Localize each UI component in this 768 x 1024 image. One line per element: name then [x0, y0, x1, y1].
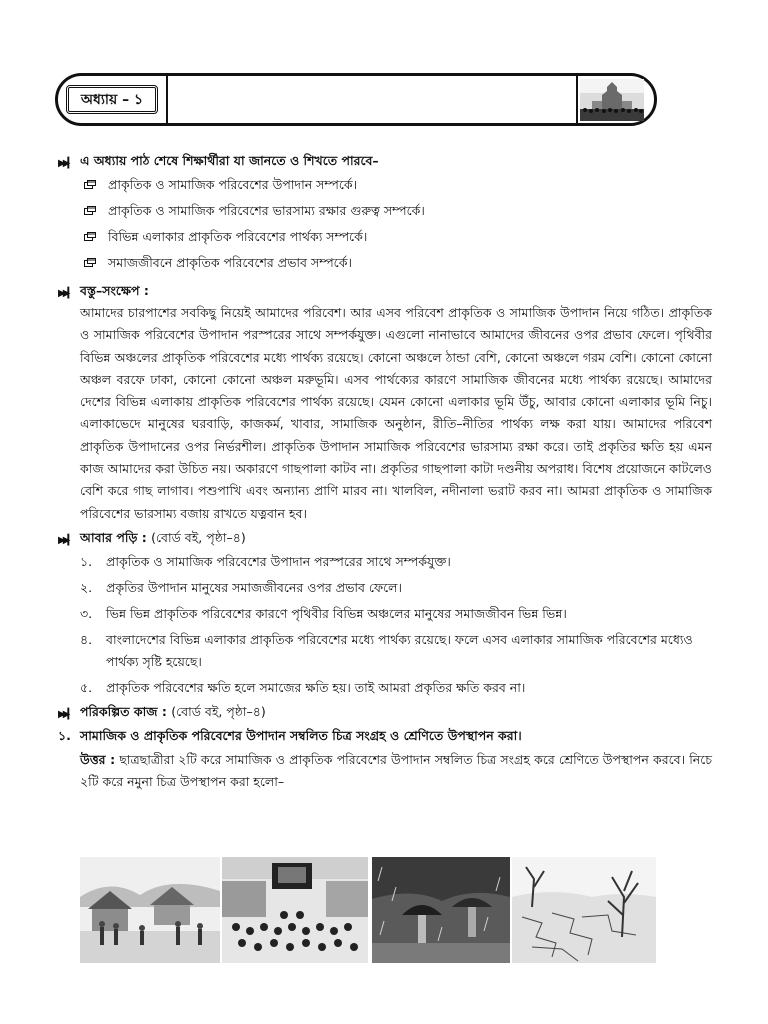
dry-land-image [512, 857, 656, 963]
gathering-scene-image [222, 857, 368, 963]
rain-scene-image [372, 857, 510, 963]
answer-text: ছাত্রছাত্রীরা ২টি করে সামাজিক ও প্রাকৃতিক পরিবেশের উপাদান সম্বলিত চিত্র সংগ্রহ করে শ্রেণিতে উপস্থাপন করবে। নিচে ২টি করে নমুনা চিত্র উপস্থাপন করা হলো– [80, 751, 712, 789]
list-item [58, 549, 712, 575]
question [58, 723, 712, 749]
item-number: ৫. [80, 679, 93, 695]
reread-list [58, 549, 712, 701]
summary-heading-text: বস্তু–সংক্ষেপ : [80, 283, 149, 298]
window-icon [84, 206, 96, 215]
item-text: প্রাকৃতিক ও সামাজিক পরিবেশের উপাদান পরস্পরের সাথে সম্পর্কযুক্ত। [106, 553, 451, 569]
item-number: ৪. [80, 631, 93, 647]
chapter-header-bar [55, 73, 657, 126]
list-item [58, 627, 712, 675]
planned-work-heading [58, 701, 712, 723]
header-divider [166, 76, 168, 123]
objective-text: প্রাকৃতিক ও সামাজিক পরিবেশের উপাদান সম্পর্কে। [108, 177, 358, 192]
double-arrow-icon: ▶▶▎ [58, 288, 73, 299]
objectives-heading-text: এ অধ্যায় পাঠ শেষে শিক্ষার্থীরা যা জানতে ও শিখতে পারবে– [80, 153, 379, 168]
item-number: ৩. [80, 605, 93, 621]
double-arrow-icon: ▶▶▎ [58, 708, 73, 720]
question-number: ১. [58, 727, 71, 743]
village-scene-image [80, 857, 220, 963]
chapter-label: অধ্যায় – ১ [66, 85, 158, 114]
list-item [58, 198, 712, 224]
summary-paragraph: আমাদের চারপাশের সবকিছু নিয়েই আমাদের পরিবেশ। আর এসব পরিবেশ প্রাকৃতিক ও সামাজিক উপাদান নিয়ে গঠিত। প্রাকৃতিক ও সামাজিক পরিবেশের উপাদান পরস্পরের সাথে সম্পর্কযুক্ত। এগুলো নানাভাবে আমাদের জীবনের ওপর প্রভাব ফেলে। পৃথিবীর বিভিন্ন অঞ্চলের প্রাকৃতিক পরিবেশের মধ্যে পার্থক্য রয়েছে। কোনো অঞ্চলে ঠান্ডা বেশি, কোনো অঞ্চলে গরম বেশি। কোনো কোনো অঞ্চল বরফে ঢাকা, কোনো কোনো অঞ্চল মরুভূমি। এসব পার্থক্যের কারণে সামাজিক জীবনের মধ্যে পার্থক্য রয়েছে। আমাদের দেশের বিভিন্ন এলাকায় প্রাকৃতিক পরিবেশের পার্থক্য রয়েছে। যেমন কোনো এলাকার ভূমি উঁচু, আবার কোনো এলাকার ভূমি নিচু। এলাকাভেদে মানুষের ঘরবাড়ি, কাজকর্ম, খাবার, সামাজিক অনুষ্ঠান, রীতি–নীতির পার্থক্য লক্ষ করা যায়। আমাদের পরিবেশ প্রাকৃতিক উপাদানের ওপর নির্ভরশীল। প্রাকৃতিক উপাদান সামাজিক পরিবেশের ভারসাম্য রক্ষা করে। তাই প্রকৃতির ক্ষতি হয় এমন কাজ আমাদের করা উচিত নয়। অকারণে গাছপালা কাটব না। প্রকৃতির গাছপালা কাটা দণ্ডনীয় অপরাধ। বিশেষ প্রয়োজনে কাটলেও বেশি করে গাছ লাগাব। পশুপাখি এবং অন্যান্য প্রাণি মারব না। খালবিল, নদীনালা ভরাট করব না। আমরা প্রাকৃতিক ও সামাজিক পরিবেশের ভারসাম্য বজায় রাখতে যত্নবান হব। [80, 305, 712, 521]
item-text: প্রকৃতির উপাদান মানুষের সমাজজীবনের ওপর প্রভাব ফেলে। [106, 579, 402, 595]
objective-text: সমাজজীবনে প্রাকৃতিক পরিবেশের প্রভাব সম্পর্কে। [108, 255, 352, 270]
sample-pictures [80, 857, 656, 963]
window-icon [84, 258, 96, 267]
reread-heading [58, 527, 712, 549]
item-number: ২. [80, 579, 93, 595]
answer [80, 749, 712, 793]
list-item [58, 675, 712, 701]
header-divider [576, 76, 578, 123]
objectives-heading [58, 150, 712, 172]
reread-reference: (বোর্ড বই, পৃষ্ঠা–৪) [151, 529, 246, 545]
item-text: বাংলাদেশের বিভিন্ন এলাকার প্রাকৃতিক পরিবেশের মধ্যে পার্থক্য রয়েছে। ফলে এসব এলাকার সামাজিক পরিবেশের মধ্যেও পার্থক্য সৃষ্টি হয়েছে। [106, 631, 693, 669]
double-arrow-icon: ▶▶▎ [58, 158, 73, 169]
objective-text: বিভিন্ন এলাকার প্রাকৃতিক পরিবেশের পার্থক্য সম্পর্কে। [108, 229, 368, 244]
list-item [58, 224, 712, 250]
page-content [58, 148, 712, 793]
objective-text: প্রাকৃতিক ও সামাজিক পরিবেশের ভারসাম্য রক্ষার গুরুত্ব সম্পর্কে। [108, 203, 425, 218]
double-arrow-icon: ▶▶▎ [58, 534, 73, 546]
item-text: ভিন্ন ভিন্ন প্রাকৃতিক পরিবেশের কারণে পৃথিবীর বিভিন্ন অঞ্চলের মানুষের সমাজজীবন ভিন্ন ভিন্ন। [106, 605, 567, 621]
list-item [58, 575, 712, 601]
summary-heading [58, 280, 712, 302]
item-number: ১. [80, 553, 93, 569]
objectives-list [58, 172, 712, 276]
window-icon [84, 180, 96, 189]
reread-heading-text: আবার পড়ি : [80, 529, 147, 545]
planned-work-reference: (বোর্ড বই, পৃষ্ঠা–৪) [171, 703, 266, 719]
list-item [58, 250, 712, 276]
window-icon [84, 232, 96, 241]
list-item [58, 601, 712, 627]
item-text: প্রাকৃতিক পরিবেশের ক্ষতি হলে সমাজের ক্ষতি হয়। তাই আমরা প্রকৃতির ক্ষতি করব না। [106, 679, 526, 695]
answer-label: উত্তর : [80, 751, 116, 767]
planned-work-heading-text: পরিকল্পিত কাজ : [80, 703, 167, 719]
question-text: সামাজিক ও প্রাকৃতিক পরিবেশের উপাদান সম্বলিত চিত্র সংগ্রহ ও শ্রেণিতে উপস্থাপন করা। [80, 727, 522, 743]
header-photo [580, 79, 644, 121]
list-item [58, 172, 712, 198]
